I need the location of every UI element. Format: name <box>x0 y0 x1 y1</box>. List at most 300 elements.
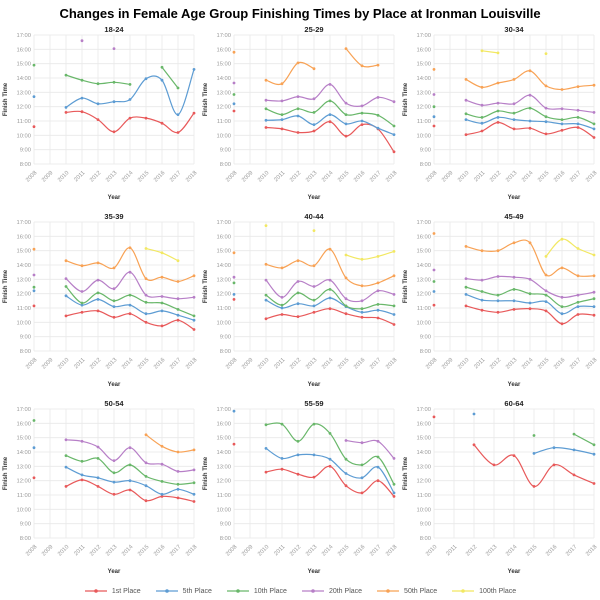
subplot-60-64 <box>400 397 600 584</box>
series-point-50th-place <box>465 245 468 248</box>
x-axis-label: Year <box>307 382 321 388</box>
series-point-10th-place <box>545 115 548 118</box>
y-axis-ticks <box>416 407 431 542</box>
gridlines <box>234 409 394 538</box>
series-point-5th-place <box>473 413 476 416</box>
series-point-10th-place <box>377 114 380 117</box>
series-100th-place <box>545 238 596 258</box>
series-point-1st-place <box>313 130 316 133</box>
series-point-5th-place <box>593 305 596 308</box>
series-point-1st-place <box>161 122 164 125</box>
x-tick-label: 2017 <box>169 544 183 558</box>
y-tick-label: 15:00 <box>216 248 231 255</box>
y-tick-label: 14:00 <box>16 76 31 82</box>
x-tick-label: 2011 <box>273 357 287 371</box>
x-tick-label: 2012 <box>489 170 503 184</box>
y-tick-label: 9:00 <box>419 147 431 154</box>
series-point-10th-place <box>177 308 180 311</box>
series-point-1st-place <box>513 454 516 457</box>
series-point-5th-place <box>177 488 180 491</box>
series-point-5th-place <box>281 307 284 310</box>
series-line-100th-place <box>346 251 394 259</box>
x-tick-label: 2018 <box>185 170 199 184</box>
y-tick-label: 13:00 <box>16 90 31 97</box>
y-tick-label: 10:00 <box>416 507 431 514</box>
x-axis-label: Year <box>507 382 521 388</box>
series-point-5th-place <box>297 454 300 457</box>
x-axis-label: Year <box>307 569 321 575</box>
series-point-5th-place <box>177 314 180 317</box>
series-point-20th-place <box>233 276 236 279</box>
series-point-20th-place <box>145 294 148 297</box>
y-tick-label: 11:00 <box>16 493 31 499</box>
series-point-10th-place <box>233 93 236 96</box>
series-point-5th-place <box>377 466 380 469</box>
series-point-5th-place <box>313 305 316 308</box>
series-point-1st-place <box>97 118 100 121</box>
series-point-1st-place <box>81 311 84 314</box>
series-point-50th-place <box>513 78 516 81</box>
legend-item-50th-place <box>376 587 437 595</box>
y-tick-label: 8:00 <box>419 162 431 168</box>
subplot-title: 50-54 <box>104 399 124 408</box>
series-point-20th-place <box>265 99 268 102</box>
series-point-1st-place <box>145 499 148 502</box>
series-point-1st-place <box>129 117 132 120</box>
series-point-20th-place <box>497 275 500 278</box>
series-point-1st-place <box>361 123 364 126</box>
series-point-5th-place <box>233 410 236 413</box>
series-point-5th-place <box>561 312 564 315</box>
series-point-20th-place <box>393 100 396 103</box>
series-point-20th-place <box>97 279 100 282</box>
y-tick-label: 11:00 <box>16 119 31 125</box>
x-tick-label: 2015 <box>137 170 151 184</box>
y-tick-label: 8:00 <box>419 349 431 355</box>
series-point-5th-place <box>465 118 468 121</box>
series-point-50th-place <box>81 264 84 267</box>
series-point-5th-place <box>345 472 348 475</box>
series-point-1st-place <box>81 110 84 113</box>
series-point-20th-place <box>545 289 548 292</box>
y-tick-label: 11:00 <box>216 493 231 499</box>
series-point-1st-place <box>433 304 436 307</box>
y-tick-label: 13:00 <box>16 464 31 471</box>
series-point-1st-place <box>145 117 148 120</box>
series-point-5th-place <box>393 492 396 495</box>
series-point-5th-place <box>433 290 436 293</box>
series-point-20th-place <box>313 97 316 100</box>
series-point-20th-place <box>465 277 468 280</box>
series-point-5th-place <box>393 313 396 316</box>
series-point-20th-place <box>177 297 180 300</box>
x-tick-label: 2016 <box>545 544 559 558</box>
y-tick-label: 13:00 <box>216 90 231 97</box>
subplot-title: 25-29 <box>304 25 324 34</box>
series-point-50th-place <box>433 232 436 235</box>
series-point-20th-place <box>577 294 580 297</box>
x-tick-label: 2016 <box>153 170 167 184</box>
subplot-50-54 <box>0 397 200 584</box>
series-point-5th-place <box>33 95 36 98</box>
x-tick-label: 2017 <box>565 544 579 558</box>
series-point-10th-place <box>281 113 284 116</box>
x-tick-label: 2018 <box>585 357 599 371</box>
series-point-1st-place <box>377 317 380 320</box>
series-point-1st-place <box>593 482 596 485</box>
series-point-100th-place <box>361 258 364 261</box>
series-point-5th-place <box>193 319 196 322</box>
series-point-1st-place <box>361 492 364 495</box>
x-tick-label: 2018 <box>385 170 399 184</box>
series-point-10th-place <box>65 285 68 288</box>
series-point-10th-place <box>33 286 36 289</box>
series-point-10th-place <box>233 282 236 285</box>
series-point-1st-place <box>313 311 316 314</box>
gridlines <box>34 222 194 351</box>
legend-label: 10th Place <box>253 587 287 595</box>
series-point-50th-place <box>577 85 580 88</box>
x-tick-label: 2014 <box>121 357 135 371</box>
series-point-10th-place <box>393 483 396 486</box>
series-point-5th-place <box>193 68 196 71</box>
legend-label: 20th Place <box>328 587 363 595</box>
y-axis-label: Finish Time <box>203 456 209 491</box>
x-tick-label: 2008 <box>425 357 439 371</box>
series-point-10th-place <box>81 79 84 82</box>
series-point-10th-place <box>329 288 332 291</box>
series-point-100th-place <box>561 238 564 241</box>
gridlines <box>434 35 594 164</box>
series-point-100th-place <box>577 247 580 250</box>
series-point-100th-place <box>545 52 548 55</box>
series-point-20th-place <box>97 446 100 449</box>
y-tick-label: 10:00 <box>416 133 431 140</box>
y-tick-label: 12:00 <box>16 291 31 298</box>
x-tick-label: 2010 <box>257 170 271 184</box>
x-tick-label: 2012 <box>289 544 303 558</box>
series-point-1st-place <box>193 112 196 115</box>
series-point-50th-place <box>561 88 564 91</box>
series-point-1st-place <box>345 484 348 487</box>
series-point-10th-place <box>145 301 148 304</box>
series-point-20th-place <box>561 107 564 110</box>
series-point-5th-place <box>377 309 380 312</box>
series-point-20th-place <box>497 102 500 105</box>
x-tick-label: 2018 <box>185 544 199 558</box>
series-point-20th-place <box>129 271 132 274</box>
series-point-100th-place <box>313 229 316 232</box>
series-50th-place <box>233 47 380 85</box>
series-point-10th-place <box>113 299 116 302</box>
y-tick-label: 9:00 <box>419 521 431 528</box>
series-point-20th-place <box>433 269 436 272</box>
x-tick-label: 2016 <box>153 544 167 558</box>
series-point-10th-place <box>345 458 348 461</box>
y-tick-label: 17:00 <box>216 220 231 226</box>
series-point-20th-place <box>345 102 348 105</box>
series-point-5th-place <box>545 300 548 303</box>
x-tick-label: 2008 <box>25 170 39 184</box>
series-point-20th-place <box>481 279 484 282</box>
legend-label: 5th Place <box>182 587 212 595</box>
series-point-20th-place <box>81 290 84 293</box>
series-point-50th-place <box>577 274 580 277</box>
x-tick-label: 2010 <box>457 357 471 371</box>
series-point-1st-place <box>577 126 580 129</box>
x-tick-label: 2015 <box>137 544 151 558</box>
series-point-20th-place <box>393 293 396 296</box>
series-point-1st-place <box>561 129 564 132</box>
series-point-1st-place <box>113 130 116 133</box>
y-tick-label: 10:00 <box>216 133 231 140</box>
x-tick-label: 2015 <box>337 170 351 184</box>
series-point-5th-place <box>529 120 532 123</box>
series-point-10th-place <box>465 112 468 115</box>
series-point-10th-place <box>481 290 484 293</box>
subplot-title: 60-64 <box>504 399 524 408</box>
series-point-5th-place <box>65 294 68 297</box>
x-tick-label: 2008 <box>225 170 239 184</box>
x-tick-label: 2014 <box>121 544 135 558</box>
y-tick-label: 14:00 <box>16 450 31 456</box>
y-tick-label: 15:00 <box>16 435 31 442</box>
series-point-1st-place <box>329 120 332 123</box>
y-tick-label: 9:00 <box>19 521 31 528</box>
series-point-100th-place <box>481 49 484 52</box>
x-tick-label: 2010 <box>257 544 271 558</box>
gridlines <box>434 409 594 538</box>
x-tick-label: 2008 <box>25 357 39 371</box>
series-point-10th-place <box>281 304 284 307</box>
series-point-1st-place <box>393 150 396 153</box>
series-point-5th-place <box>481 122 484 125</box>
y-tick-label: 15:00 <box>416 435 431 442</box>
series-point-10th-place <box>361 464 364 467</box>
x-tick-label: 2013 <box>505 357 519 371</box>
series-point-10th-place <box>265 423 268 426</box>
y-tick-label: 12:00 <box>216 104 231 111</box>
y-tick-label: 11:00 <box>216 119 231 125</box>
y-tick-label: 12:00 <box>216 478 231 485</box>
series-point-1st-place <box>533 485 536 488</box>
series-point-50th-place <box>593 84 596 87</box>
subplot-title: 45-49 <box>504 212 524 221</box>
y-tick-label: 13:00 <box>216 277 231 284</box>
series-point-10th-place <box>65 454 68 457</box>
y-axis-ticks <box>216 220 231 355</box>
y-tick-label: 14:00 <box>416 76 431 82</box>
series-point-1st-place <box>345 135 348 138</box>
series-point-20th-place <box>433 93 436 96</box>
series-point-50th-place <box>361 284 364 287</box>
series-point-10th-place <box>97 457 100 460</box>
series-point-20th-place <box>593 111 596 114</box>
y-tick-label: 8:00 <box>219 162 231 168</box>
series-point-50th-place <box>481 249 484 252</box>
series-point-5th-place <box>561 123 564 126</box>
series-point-20th-place <box>233 82 236 85</box>
series-point-5th-place <box>513 299 516 302</box>
series-point-10th-place <box>297 107 300 110</box>
y-axis-ticks <box>416 220 431 355</box>
legend-item-10th-place <box>226 587 287 595</box>
series-point-5th-place <box>281 457 284 460</box>
x-tick-label: 2017 <box>569 170 583 184</box>
series-point-20th-place <box>81 39 84 42</box>
y-axis-label: Finish Time <box>3 269 9 304</box>
series-point-5th-place <box>281 118 284 121</box>
series-point-1st-place <box>281 128 284 131</box>
y-tick-label: 15:00 <box>416 248 431 255</box>
series-point-20th-place <box>361 105 364 108</box>
y-axis-ticks <box>216 33 231 168</box>
series-point-10th-place <box>561 305 564 308</box>
series-point-1st-place <box>265 317 268 320</box>
legend-marker <box>386 589 390 593</box>
series-point-50th-place <box>97 262 100 265</box>
x-tick-label: 2008 <box>425 170 439 184</box>
series-point-10th-place <box>533 434 536 437</box>
y-tick-label: 16:00 <box>416 47 431 54</box>
series-point-50th-place <box>145 433 148 436</box>
y-tick-label: 14:00 <box>16 263 31 269</box>
series-point-10th-place <box>97 292 100 295</box>
x-tick-label: 2011 <box>73 544 87 558</box>
series-point-20th-place <box>297 280 300 283</box>
series-point-10th-place <box>313 423 316 426</box>
series-point-100th-place <box>345 254 348 257</box>
series-point-100th-place <box>593 254 596 257</box>
y-tick-label: 17:00 <box>16 33 31 39</box>
series-point-20th-place <box>313 285 316 288</box>
y-tick-label: 13:00 <box>216 464 231 471</box>
series-point-5th-place <box>233 102 236 105</box>
series-point-20th-place <box>113 287 116 290</box>
series-point-1st-place <box>177 319 180 322</box>
series-point-1st-place <box>529 127 532 130</box>
y-tick-label: 11:00 <box>416 119 431 125</box>
series-point-1st-place <box>297 315 300 318</box>
series-point-10th-place <box>33 419 36 422</box>
x-tick-label: 2010 <box>457 170 471 184</box>
series-point-50th-place <box>145 277 148 280</box>
y-tick-label: 9:00 <box>219 521 231 528</box>
series-point-10th-place <box>577 116 580 119</box>
subplot-35-39 <box>0 210 200 397</box>
y-axis-ticks <box>16 407 31 542</box>
series-point-50th-place <box>281 82 284 85</box>
y-tick-label: 8:00 <box>19 536 31 542</box>
x-tick-label: 2016 <box>353 170 367 184</box>
series-point-50th-place <box>545 274 548 277</box>
series-point-5th-place <box>497 116 500 119</box>
series-point-1st-place <box>433 125 436 128</box>
series-point-50th-place <box>481 86 484 89</box>
series-point-20th-place <box>529 94 532 97</box>
series-point-5th-place <box>513 118 516 121</box>
y-tick-label: 13:00 <box>416 464 431 471</box>
y-tick-label: 12:00 <box>416 478 431 485</box>
series-point-20th-place <box>281 296 284 299</box>
y-tick-label: 10:00 <box>216 320 231 327</box>
series-point-10th-place <box>345 113 348 116</box>
series-point-10th-place <box>377 303 380 306</box>
series-point-50th-place <box>65 259 68 262</box>
x-axis-ticks <box>225 544 398 558</box>
series-point-5th-place <box>361 120 364 123</box>
x-tick-label: 2015 <box>525 544 539 558</box>
series-point-5th-place <box>329 113 332 116</box>
x-tick-label: 2009 <box>441 170 455 184</box>
series-point-1st-place <box>33 125 36 128</box>
x-tick-label: 2016 <box>353 544 367 558</box>
series-point-10th-place <box>393 125 396 128</box>
series-point-10th-place <box>81 302 84 305</box>
y-axis-label: Finish Time <box>3 456 9 491</box>
series-point-10th-place <box>129 464 132 467</box>
series-point-1st-place <box>193 328 196 331</box>
x-tick-label: 2014 <box>321 170 335 184</box>
series-point-10th-place <box>361 307 364 310</box>
subplot-25-29 <box>200 23 400 210</box>
x-axis-ticks <box>25 357 198 371</box>
series-point-5th-place <box>233 293 236 296</box>
y-tick-label: 9:00 <box>219 334 231 341</box>
x-tick-label: 2017 <box>369 170 383 184</box>
series-point-10th-place <box>481 116 484 119</box>
series-point-20th-place <box>513 102 516 105</box>
series-point-50th-place <box>433 68 436 71</box>
series-point-20th-place <box>481 104 484 107</box>
series-point-1st-place <box>493 464 496 467</box>
series-point-50th-place <box>33 248 36 251</box>
y-tick-label: 17:00 <box>416 220 431 226</box>
series-point-10th-place <box>145 475 148 478</box>
series-line-100th-place <box>482 51 498 53</box>
series-point-1st-place <box>145 321 148 324</box>
series-point-5th-place <box>161 310 164 313</box>
gridlines <box>434 222 594 351</box>
series-point-10th-place <box>433 105 436 108</box>
y-tick-label: 16:00 <box>416 234 431 241</box>
series-point-10th-place <box>193 315 196 318</box>
x-tick-label: 2010 <box>257 357 271 371</box>
subplot-55-59 <box>200 397 400 584</box>
series-point-10th-place <box>177 87 180 90</box>
x-tick-label: 2012 <box>465 544 479 558</box>
series-point-1st-place <box>81 479 84 482</box>
x-tick-label: 2011 <box>473 357 487 371</box>
y-tick-label: 15:00 <box>216 61 231 68</box>
legend-marker <box>461 589 465 593</box>
subplot-18-24 <box>0 23 200 210</box>
series-point-50th-place <box>529 69 532 72</box>
series-point-5th-place <box>313 454 316 457</box>
subplot-title: 18-24 <box>104 25 124 34</box>
series-point-10th-place <box>65 74 68 77</box>
x-tick-label: 2015 <box>337 357 351 371</box>
series-point-10th-place <box>113 471 116 474</box>
series-point-100th-place <box>161 251 164 254</box>
series-point-10th-place <box>329 432 332 435</box>
x-axis-label: Year <box>107 195 121 201</box>
x-tick-label: 2013 <box>305 357 319 371</box>
series-point-10th-place <box>393 305 396 308</box>
series-point-5th-place <box>345 123 348 126</box>
series-point-5th-place <box>113 100 116 103</box>
series-point-20th-place <box>193 296 196 299</box>
